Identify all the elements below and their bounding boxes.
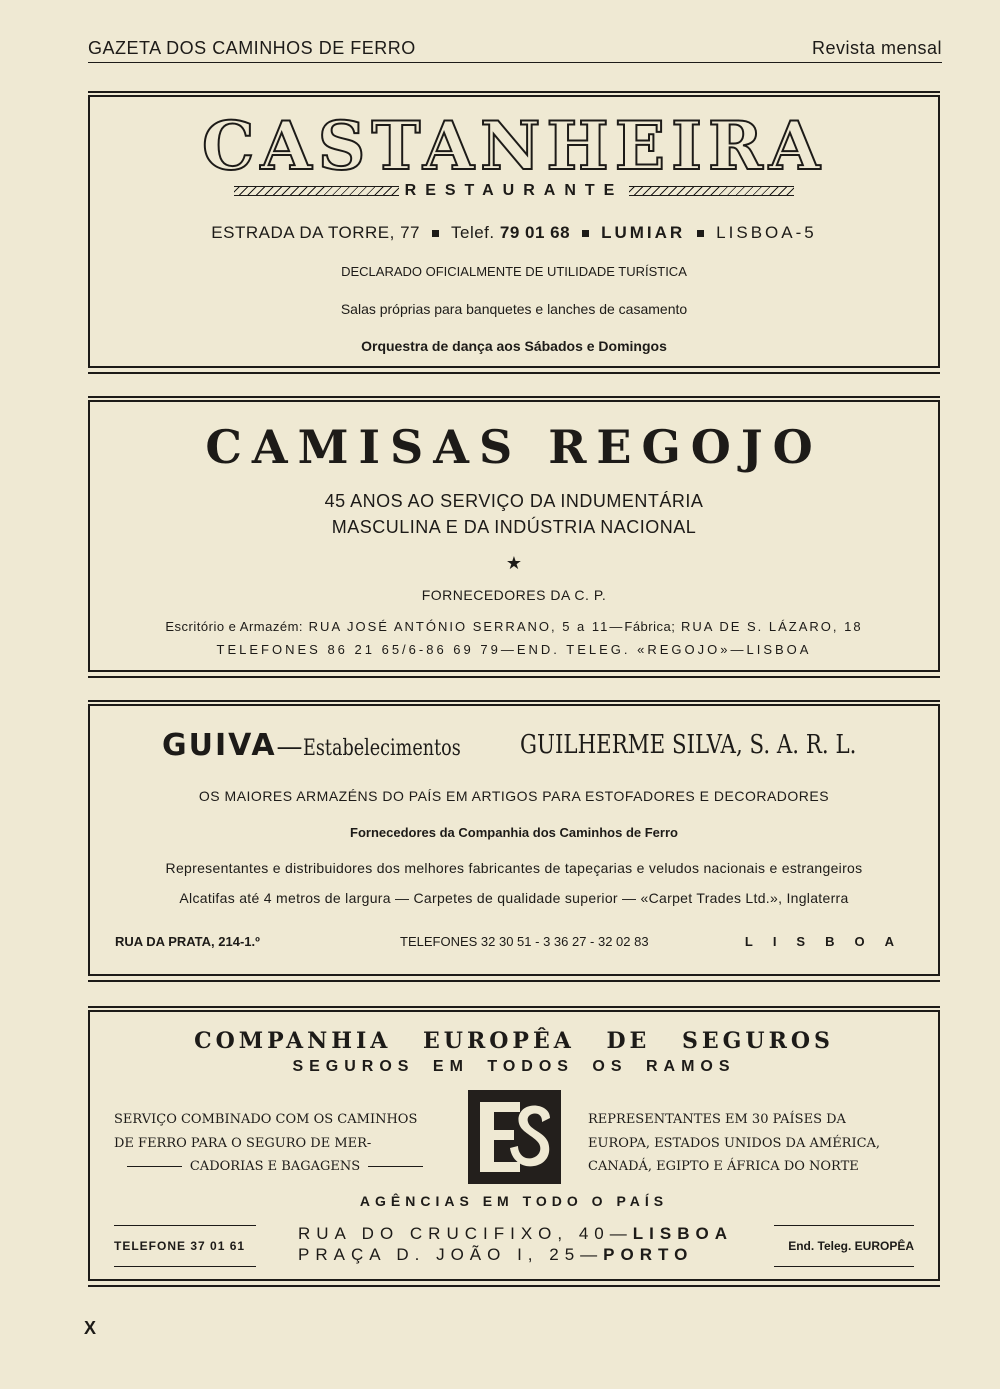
- telephone: TELEFONE 37 01 61: [114, 1225, 256, 1267]
- ad-title: CASTANHEIRA: [201, 107, 827, 185]
- regojo-ad: [88, 400, 940, 672]
- telegraph-address: End. Teleg. EUROPÊA: [774, 1225, 914, 1267]
- es-logo-icon: [468, 1090, 561, 1184]
- ad-subtitle: SEGUROS EM TODOS OS RAMOS: [292, 1058, 736, 1075]
- district: LUMIAR: [601, 223, 686, 242]
- guiva-ad: [88, 704, 940, 976]
- running-header-subtitle: Revista mensal: [811, 38, 942, 58]
- telef-number: 79 01 68: [499, 223, 571, 242]
- carpets-line: Alcatifas até 4 metros de largura — Carpetes de qualidade superior — «Carpet Trades Ltd.», Inglaterra: [179, 890, 849, 906]
- right-line-2: EUROPA, ESTADOS UNIDOS DA AMÉRICA,: [588, 1135, 881, 1151]
- city: LISBOA-5: [716, 223, 817, 242]
- ad-title: COMPANHIA EUROPÊA DE SEGUROS: [194, 1028, 834, 1054]
- right-line-3: CANADÁ, EGIPTO E ÁFRICA DO NORTE: [588, 1159, 859, 1174]
- tagline-2: MASCULINA E DA INDÚSTRIA NACIONAL: [331, 517, 697, 537]
- supplier-line: FORNECEDORES DA C. P.: [421, 587, 607, 603]
- star-icon: ★: [505, 553, 523, 573]
- representatives-line: Representantes e distribuidores dos melhores fabricantes de tapeçarias e veludos nacionais e estrangeiros: [165, 860, 863, 876]
- establishments-label: Estabelecimentos: [302, 736, 461, 761]
- address-line: [90, 223, 938, 243]
- square-bullet-icon: [432, 230, 439, 237]
- castanheira-ad: [88, 95, 940, 368]
- office-line: [90, 619, 938, 634]
- left-line-2: DE FERRO PARA O SEGURO DE MER-: [114, 1135, 372, 1151]
- ornament-right: [629, 186, 794, 196]
- square-bullet-icon: [582, 230, 589, 237]
- brand-dash: —: [276, 732, 303, 762]
- ad-title: CAMISAS REGOJO: [205, 420, 823, 474]
- telef-label: Telef.: [451, 223, 495, 242]
- ad-subtitle: [90, 182, 938, 200]
- representatives-text: [588, 1108, 918, 1179]
- supplier-line: Fornecedores da Companhia dos Caminhos de Ferro: [350, 825, 678, 840]
- office-address: RUA JOSÉ ANTÓNIO SERRANO, 5 a 11—: [308, 619, 625, 634]
- ornament-left: [234, 186, 399, 196]
- factory-label: Fábrica;: [624, 619, 676, 634]
- lisbon-street: RUA DO CRUCIFIXO, 40—: [298, 1224, 633, 1243]
- city: LISBOA: [744, 934, 914, 949]
- street-address: ESTRADA DA TORRE, 77: [211, 223, 420, 242]
- page-number: X: [84, 1318, 97, 1338]
- office-label: Escritório e Armazém:: [165, 619, 304, 634]
- running-header-title: GAZETA DOS CAMINHOS DE FERRO: [88, 38, 416, 58]
- orchestra-line: Orquestra de dança aos Sábados e Domingos: [361, 338, 667, 354]
- square-bullet-icon: [697, 230, 704, 237]
- right-line-1: REPRESENTANTES EM 30 PAÍSES DA: [588, 1112, 846, 1127]
- warehouses-line: OS MAIORES ARMAZÉNS DO PAÍS EM ARTIGOS PARA ESTOFADORES E DECORADORES: [198, 788, 830, 804]
- brand-line: [162, 728, 500, 763]
- tagline-1: 45 ANOS AO SERVIÇO DA INDUMENTÁRIA: [324, 491, 704, 511]
- guiva-logo: GUIVA: [162, 728, 277, 763]
- left-line-3-wrap: [114, 1155, 436, 1179]
- restaurante-label: RESTAURANTE: [404, 182, 624, 199]
- left-line-1: SERVIÇO COMBINADO COM OS CAMINHOS: [114, 1112, 418, 1127]
- combined-service-text: [114, 1108, 444, 1179]
- phones: TELEFONES 32 30 51 - 3 36 27 - 32 02 83: [400, 934, 649, 949]
- phones-line: TELEFONES 86 21 65/6-86 69 79—END. TELEG. «REGOJO»—LISBOA: [216, 642, 812, 657]
- banquet-line: Salas próprias para banquetes e lanches de casamento: [340, 301, 688, 317]
- factory-address: RUA DE S. LÁZARO, 18: [680, 619, 863, 634]
- europea-seguros-ad: [88, 1010, 940, 1281]
- rule-left: [127, 1166, 182, 1167]
- lisbon-city: LISBOA: [632, 1224, 733, 1243]
- address: RUA DA PRATA, 214-1.º: [115, 934, 260, 949]
- addresses: [298, 1223, 733, 1265]
- header-rule: [88, 62, 942, 63]
- agencies-line: AGÊNCIAS EM TODO O PAÍS: [359, 1193, 669, 1209]
- company-name: GUILHERME SILVA, S. A. R. L.: [520, 730, 857, 760]
- porto-street: PRAÇA D. JOÃO I, 25—: [298, 1245, 604, 1264]
- tourism-declaration: DECLARADO OFICIALMENTE DE UTILIDADE TURÍSTICA: [341, 264, 687, 279]
- left-line-3: CADORIAS E BAGAGENS: [189, 1159, 361, 1174]
- rule-right: [368, 1166, 423, 1167]
- porto-city: PORTO: [603, 1245, 694, 1264]
